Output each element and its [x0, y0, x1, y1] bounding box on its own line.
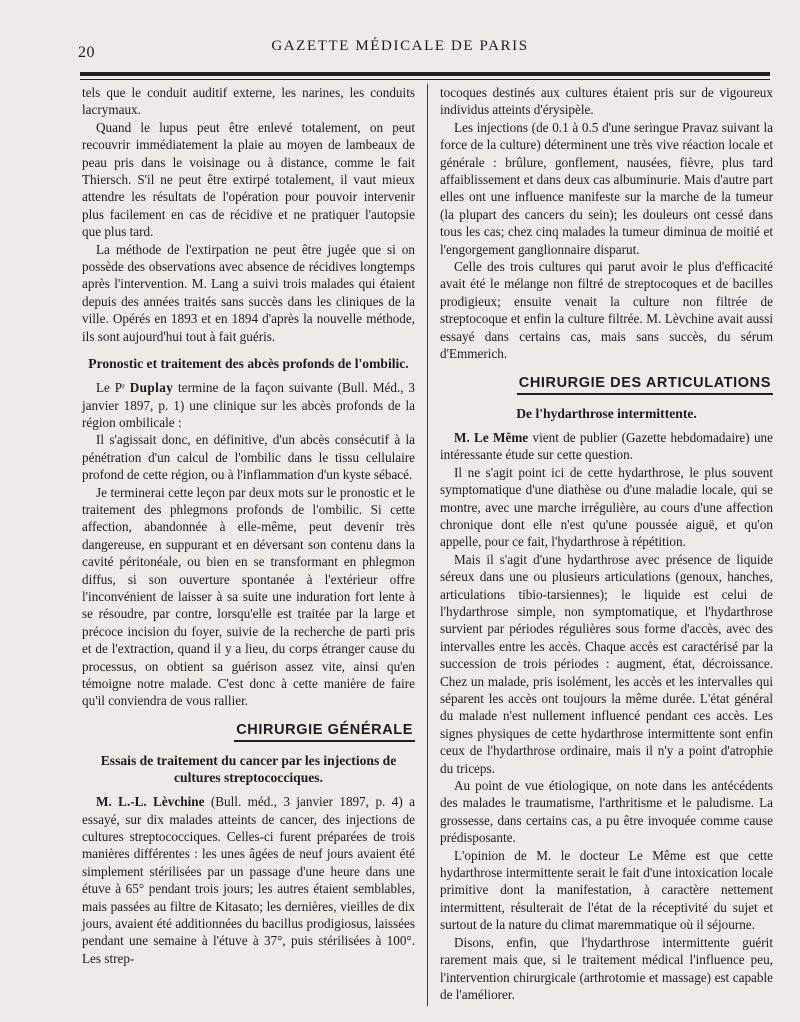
author-name: Duplay [129, 380, 174, 396]
paragraph: tocoques destinés aux cultures étaient pris sur de vigoureux individus atteints d'érysipèle. [440, 85, 773, 118]
paragraph: Mais il s'agit d'une hydarthrose avec présence de liquide séreux dans une ou plusieurs articulations (genoux, hanches, articulations tibio-tarsiennes); le liquide est celui de l'hydarthrose simple, non symptomatique, et l'hydarthrose survient par périodes régulières sous forme d'accès, avec des intervalles entre les accès. Chaque accès est caractérisé par la succession de trois périodes : augment, état, décroissance. Chez un malade, pris isolément, les accès et les intervalles qui séparent les accès ont toujours la même durée. L'état général du malade n'est nullement influencé pendant ces accès. Les signes physiques de cette hydarthrose intermittente sont enfin ceux de l'hydarthrose ordinaire, mais il n'y a point d'atrophie du triceps. [440, 551, 773, 776]
paragraph [82, 379, 415, 431]
paragraph-text: (Bull. méd., 3 janvier 1897, p. 4) a essayé, sur dix malades atteints de cancer, des injections de cultures streptococciques. Celles-ci furent préparées de trois manières différentes : les unes âgées de neuf jours avaient été simplement stérilisées par un passage d'une heure dans une étuve à 65° pendant trois jours; les autres étaient semblables, mais passées au filtre de Kitasato; les dernières, vieilles de dix jours, avaient été additionnées du bacillus prodigiosus, laissées pendant une semaine à l'étuve à 37°, puis stérilisées à 100°. Les strep- [82, 794, 415, 966]
paragraph [440, 429, 773, 464]
section-heading [440, 375, 773, 395]
article-heading: Pronostic et traitement des abcès profonds de l'ombilic. [88, 356, 409, 372]
section-heading-text: CHIRURGIE GÉNÉRALE [234, 722, 415, 742]
paragraph: tels que le conduit auditif externe, les narines, les conduits lacrymaux. [82, 85, 415, 118]
paragraph: Il s'agissait donc, en définitive, d'un abcès consécutif à la pénétration d'un calcul de l'ombilic dans le tissu cellulaire profond de cette région, ou à l'inflammation d'un kyste sébacé. [82, 432, 415, 483]
paragraph: Disons, enfin, que l'hydarthrose intermittente guérit rarement mais que, si le traitement médical l'influence peu, l'intervention chirurgicale (arthrotomie et massage) est capable de l'améliorer. [440, 934, 773, 1002]
left-column [82, 84, 415, 967]
right-column [440, 84, 773, 1003]
paragraph: Il ne s'agit point ici de cette hydarthrose, le plus souvent symptomatique d'une diathèse ou d'une maladie locale, qui se montre, avec une marche irrégulière, au cours d'une affection chronique dont elle n'est qu'une poussée aiguë, et qu'on appelle, pour ce fait, l'hydarthrose à répétition. [440, 464, 773, 550]
page-number: 20 [78, 44, 95, 61]
article-heading: Essais de traitement du cancer par les injections de cultures streptococciques. [100, 753, 397, 786]
header-rule-thin [80, 79, 770, 80]
section-heading [82, 722, 415, 742]
author-name: M. L.-L. Lèvchine [96, 794, 205, 810]
section-heading-text: CHIRURGIE DES ARTICULATIONS [517, 375, 773, 395]
paragraph: La méthode de l'extirpation ne peut être jugée que si on possède des observations avec absence de récidives longtemps après l'intervention. M. Lang a suivi trois malades qui étaient depuis des années traités sans succès dans les cliniques de la ville. Opérés en 1893 et en 1894 d'après la nouvelle méthode, ils sont aujourd'hui tout à fait guéris. [82, 241, 415, 344]
paragraph: Au point de vue étiologique, on note dans les antécédents des malades le traumatisme, l'arthritisme et le paludisme. La grossesse, dans certains cas, a pu être invoquée comme cause prédisposante. [440, 778, 773, 846]
title-prefix: Le Pʳ [96, 380, 130, 396]
paragraph: L'opinion de M. le docteur Le Même est que cette hydarthrose intermittente serait le fait d'une intoxication locale primitive dont la manifestation, à caractère nettement intermittent, résulterait de l'état de la réceptivité du sujet et surtout de la nature du climat maremmatique où il séjourne. [440, 847, 773, 933]
paragraph: Quand le lupus peut être enlevé totalement, on peut recouvrir immédiatement la plaie au moyen de lambeaux de peau pris dans le voisinage ou à distance, comme le fait Thiersch. S'il ne peut être extirpé totalement, il vaut mieux attendre les résultats de l'opération pour pouvoir intervenir plus facilement en cas de récidive et ne pratiquer l'autopsie que plus tard. [82, 119, 415, 240]
paragraph-text: termine de la façon suivante (Bull. Méd., 3 janvier 1897, p. 1) une clinique sur les abcès profonds de la région ombilicale : [82, 380, 415, 430]
paragraph: Celle des trois cultures qui parut avoir le plus d'efficacité avait été le mélange non filtré de streptocoques et de bacilles prodigieux; ensuite venait la culture non filtrée de streptocoque et enfin la culture filtrée. M. Lèvchine avait aussi essayé dans certains cas, mais sans succès, du sérum d'Emmerich. [440, 259, 773, 362]
column-divider [427, 84, 428, 1006]
article-heading: De l'hydarthrose intermittente. [516, 405, 697, 421]
paragraph-text: vient de publier (Gazette hebdomadaire) une intéressante étude sur cette question. [440, 429, 773, 463]
paragraph: Les injections (de 0.1 à 0.5 d'une seringue Pravaz suivant la force de la culture) déterminent une très vive réaction locale et générale : brûlure, gonflement, nausées, fièvre, plus tard affaiblissement et dans deux cas albuminurie. Mais d'autre part elles ont une influence manifeste sur la marche de la tumeur (la plupart des cancers du sein); les douleurs ont cessé dans tous les cas; chez cinq malades la tumeur diminua de moitié et l'engorgement ganglionnaire disparut. [440, 119, 773, 257]
paragraph [82, 793, 415, 967]
author-name: M. Le Même [454, 429, 529, 445]
paragraph: Je terminerai cette leçon par deux mots sur le pronostic et le traitement des phlegmons profonds de l'ombilic. Si cette affection, abandonnée à elle-même, peut devenir très dangereuse, en suppurant et en déversant son contenu dans la cavité péritonéale, ou bien en se transformant en phlegmon diffus, si son ouverture spontanée à l'extérieur offre l'inconvénient de laisser à sa suite une induration fort lente à se résoudre, par contre, lorsqu'elle est traitée par la large et précoce incision du foyer, suivie de la recherche de parti pris et de l'extraction, quand il y a lieu, du corps étranger cause du processus, on obtient sa guérison assez vite, ainsi qu'en témoigne notre malade. C'est donc à cette manière de faire qu'il conviendra de vous rallier. [82, 484, 415, 709]
header-rule-thick [80, 72, 770, 76]
journal-title: GAZETTE MÉDICALE DE PARIS [271, 38, 529, 54]
